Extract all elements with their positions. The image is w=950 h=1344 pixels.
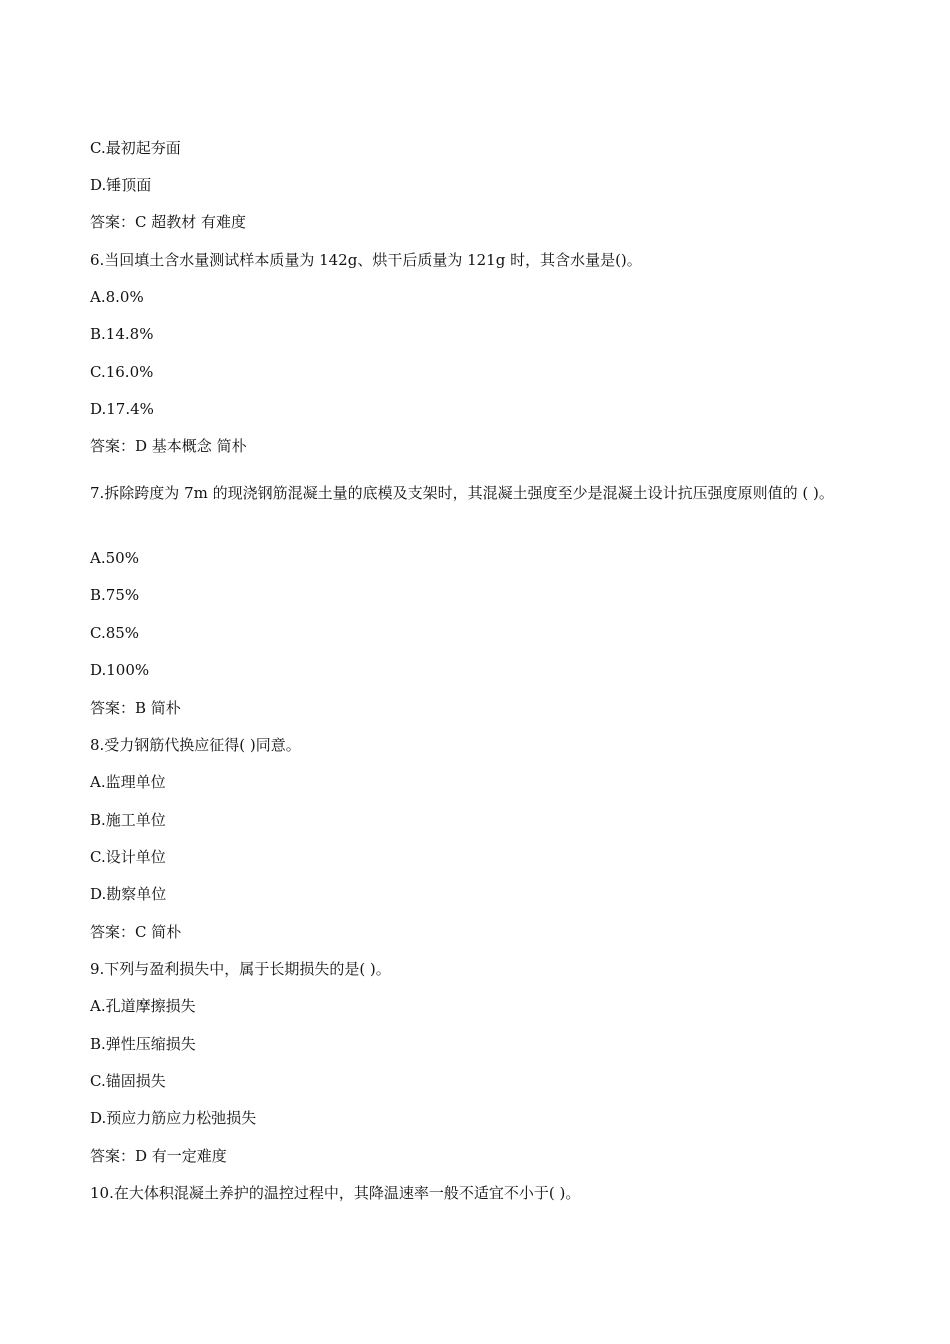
option-a-q7: A.50% [90, 549, 139, 567]
option-b-q8: B.施工单位 [90, 811, 166, 829]
answer-q9: 答案：D 有一定难度 [90, 1147, 227, 1165]
option-b-q6: B.14.8% [90, 325, 154, 343]
question-9: 9.下列与盈利损失中，属于长期损失的是( )。 [90, 960, 391, 978]
option-c-q9: C.锚固损失 [90, 1072, 166, 1090]
option-a-q8: A.监理单位 [90, 773, 166, 791]
option-c-q7: C.85% [90, 624, 140, 642]
answer-q8: 答案：C 简朴 [90, 923, 182, 941]
option-d-q7: D.100% [90, 661, 150, 679]
option-b-q7: B.75% [90, 586, 140, 604]
option-b-q9: B.弹性压缩损失 [90, 1035, 196, 1053]
option-d-q5: D.锤顶面 [90, 176, 152, 194]
option-d-q8: D.勘察单位 [90, 885, 167, 903]
option-c-q8: C.设计单位 [90, 848, 166, 866]
question-10: 10.在大体积混凝土养护的温控过程中，其降温速率一般不适宜不小于( )。 [90, 1184, 581, 1202]
question-6: 6.当回填土含水量测试样本质量为 142g、烘干后质量为 121g 时，其含水量是()。 [90, 251, 642, 269]
answer-q7: 答案：B 简朴 [90, 699, 181, 717]
answer-q6: 答案：D 基本概念 简朴 [90, 437, 247, 455]
option-a-q9: A.孔道摩擦损失 [90, 997, 196, 1015]
answer-q5: 答案：C 超教材 有难度 [90, 213, 247, 231]
option-d-q9: D.预应力筋应力松弛损失 [90, 1109, 257, 1127]
option-c-q6: C.16.0% [90, 363, 154, 381]
option-d-q6: D.17.4% [90, 400, 154, 418]
option-c-q5: C.最初起夯面 [90, 139, 181, 157]
question-8: 8.受力钢筋代换应征得( )同意。 [90, 736, 301, 754]
question-7: 7.拆除跨度为 7m 的现浇钢筋混凝土量的底模及支架时，其混凝土强度至少是混凝土设计抗压强度原则值的 ( )。 [90, 484, 834, 502]
option-a-q6: A.8.0% [90, 288, 144, 306]
